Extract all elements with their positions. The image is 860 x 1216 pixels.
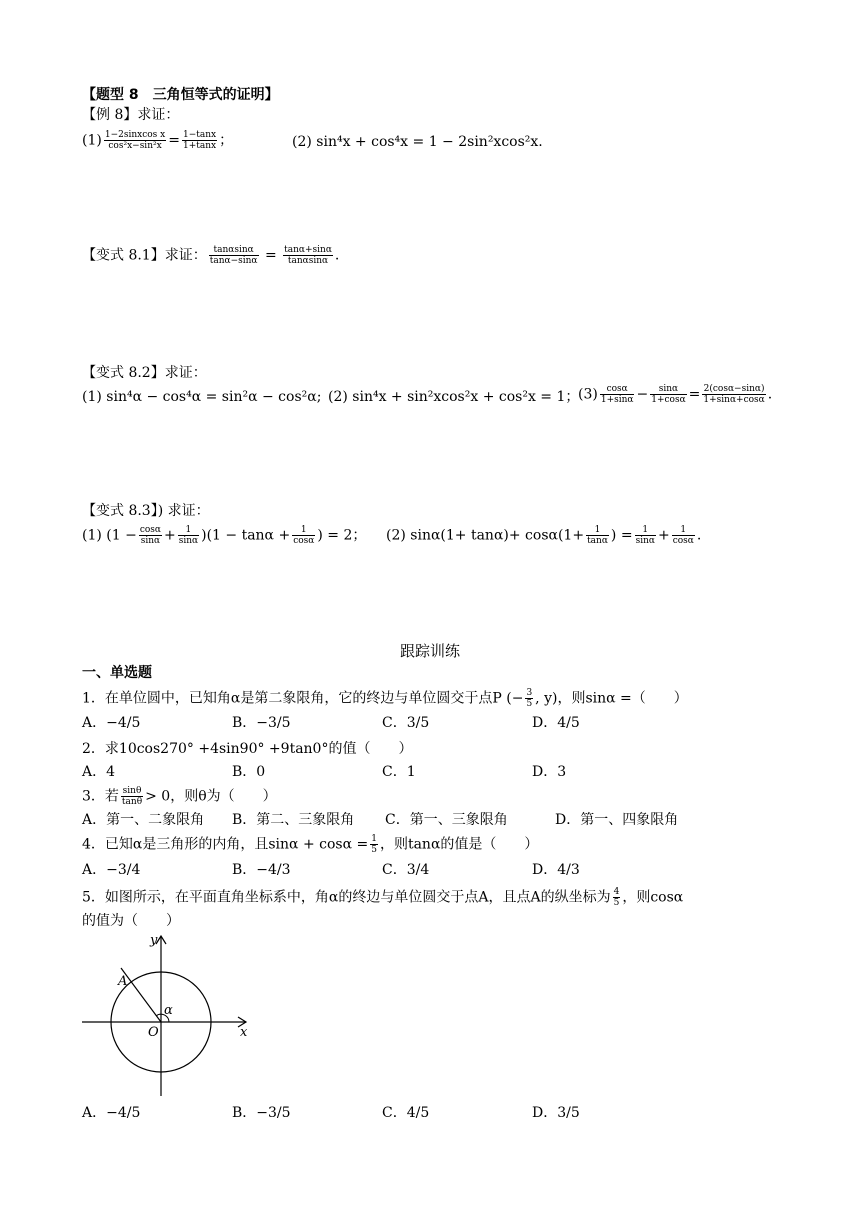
example-label: 【例 8】求证： <box>82 107 180 123</box>
q5-option-b: B．−3/5 <box>232 1105 291 1121</box>
variant-8-2-part-1: (1) sin⁴α − cos⁴α = sin²α − cos²α; <box>82 389 322 405</box>
q4-option-d: D．4/3 <box>532 862 580 878</box>
variant-8-3-part-1: (1) (1 − $\frac{\cos\alpha}{\sin\alpha}$ + $\frac{1}{\sin\alpha}$ )(1 − tanα + $\frac{1}{\cos\alpha}$ ) = 2； <box>82 525 367 546</box>
q3-option-c: C．第一、三象限角 <box>385 812 508 828</box>
single-choice-heading: 一、单选题 <box>82 665 152 681</box>
variant-8-3-label: 【变式 8.3】) 求证： <box>82 503 210 519</box>
q1-option-c: C．3/5 <box>382 715 430 731</box>
variant-8-1: 【变式 8.1】求证： $\frac{\tan\alpha\sin\alpha}{\tan\alpha-\sin\alpha}$ = $\frac{\tan\alpha+\sin\alpha}{\tan\alpha\sin\alpha}$ . <box>82 245 340 266</box>
example-part-2: (2) sin⁴x + cos⁴x = 1 − 2sin²xcos²x. <box>292 134 543 150</box>
q5-option-a: A．−4/5 <box>82 1105 141 1121</box>
variant-8-2-part-3: (3) $\frac{\cos\alpha}{1+\sin\alpha}$ − $\frac{\sin\alpha}{1+\cos\alpha}$ = $\frac{2(\cos\alpha-\sin\alpha)}{1+\sin\alpha+\cos\alpha}$ . <box>578 384 773 405</box>
training-heading: 跟踪训练 <box>399 642 460 660</box>
question-3: 3．若 $\frac{\sin\theta}{\tan\theta}$ > 0，则θ为（ ） <box>82 786 277 807</box>
q1-option-a: A．−4/5 <box>82 715 141 731</box>
variant-8-2-label: 【变式 8.2】求证： <box>82 365 207 381</box>
question-5-cont: 的值为（ ） <box>82 913 180 929</box>
q4-option-b: B．−4/3 <box>232 862 291 878</box>
variant-8-2-part-2: (2) sin⁴x + sin²xcos²x + cos²x = 1； <box>328 389 580 405</box>
variant-8-3-part-2: (2) sinα(1+ tanα)+ cosα(1+ $\frac{1}{\tan\alpha}$ ) = $\frac{1}{\sin\alpha}$ + $\frac{1}{\cos\alpha}$ . <box>386 525 702 546</box>
q2-option-d: D．3 <box>532 764 567 780</box>
q4-option-c: C．3/4 <box>382 862 430 878</box>
q3-option-b: B．第二、三象限角 <box>232 812 355 828</box>
point-a-label: A <box>118 974 128 989</box>
q2-option-b: B．0 <box>232 764 266 780</box>
q1-option-b: B．−3/5 <box>232 715 291 731</box>
q5-option-d: D．3/5 <box>532 1105 580 1121</box>
q2-option-c: C．1 <box>382 764 416 780</box>
origin-label: O <box>148 1025 159 1040</box>
question-4: 4．已知α是三角形的内角，且sinα + cosα = $\frac{1}{5}$ ，则tanα的值是（ ） <box>82 834 539 855</box>
q1-option-d: D．4/5 <box>532 715 580 731</box>
q4-option-a: A．−3/4 <box>82 862 141 878</box>
example-part-1: (1) $\frac{\text{1−2sinxcos x}}{\text{cos²x−sin²x}}$ = $\frac{1-\tan x}{1+\tan x}$ ； <box>82 130 234 151</box>
q5-option-c: C．4/5 <box>382 1105 430 1121</box>
question-5: 5．如图所示，在平面直角坐标系中，角α的终边与单位圆交于点A，且点A的纵坐标为 $\frac{4}{5}$ ，则cosα <box>82 887 684 908</box>
q2-option-a: A．4 <box>82 764 116 780</box>
unit-circle-figure <box>78 932 258 1102</box>
question-1: 1．在单位圆中，已知角α是第二象限角，它的终边与单位圆交于点P (− $\frac{3}{5}$ , y)，则sinα =（ ） <box>82 688 688 709</box>
x-label: x <box>240 1025 248 1040</box>
q3-option-a: A．第一、二象限角 <box>82 812 205 828</box>
section-title: 【题型 8 三角恒等式的证明】 <box>82 87 279 103</box>
question-2: 2．求10cos270° +4sin90° +9tan0°的值（ ） <box>82 741 413 757</box>
alpha-label: α <box>164 1003 173 1018</box>
y-label: y <box>150 933 158 948</box>
q3-option-d: D．第一、四象限角 <box>555 812 679 828</box>
